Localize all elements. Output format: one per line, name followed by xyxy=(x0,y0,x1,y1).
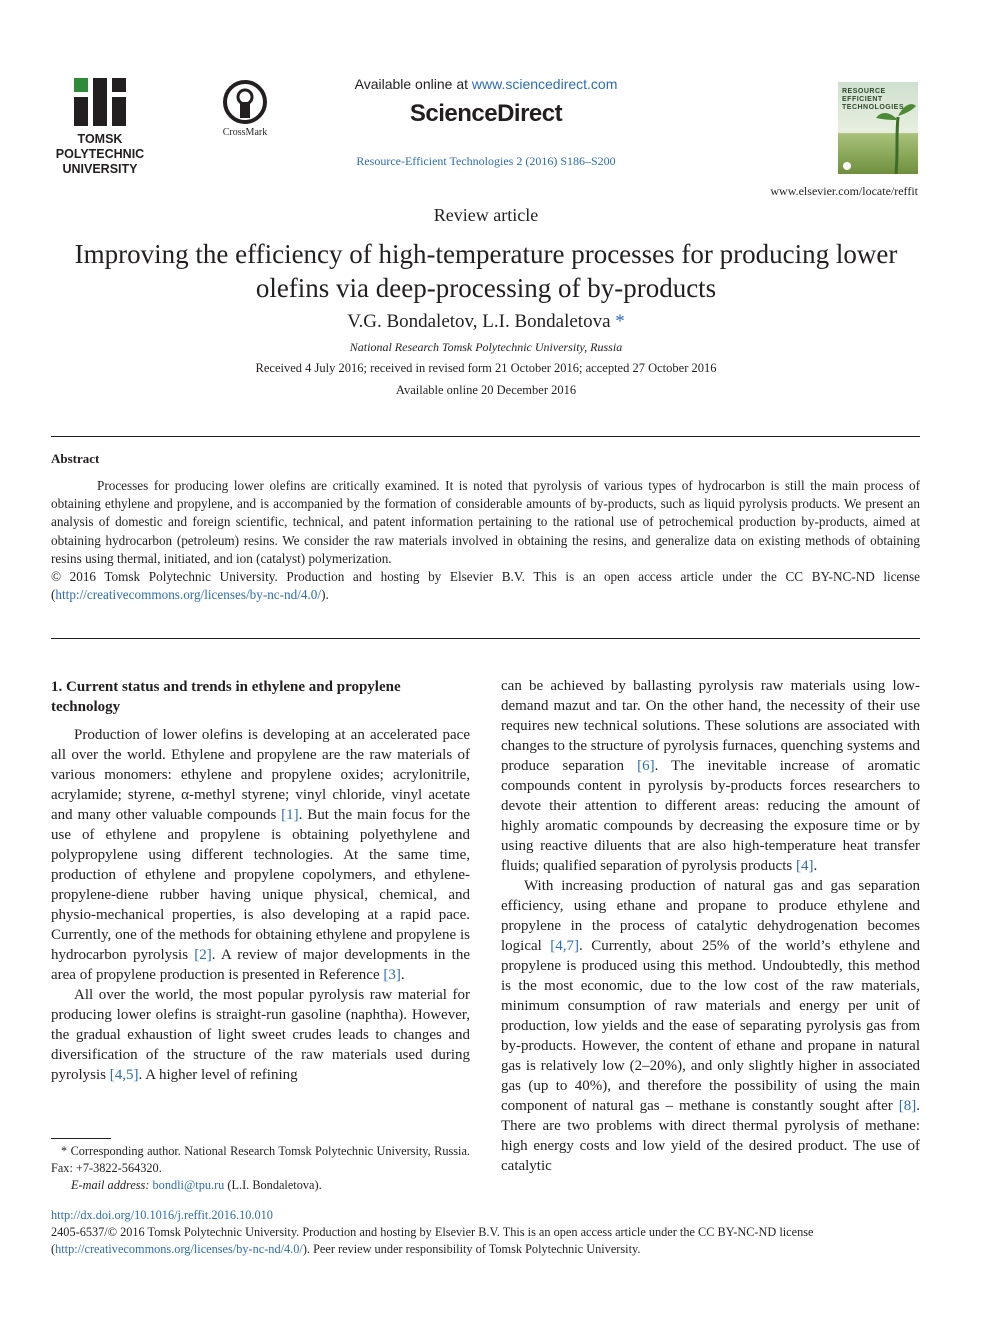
footer-license: (http://creativecommons.org/licenses/by-nc-nd/4.0/). Peer review under responsibility of Tomsk Polytechnic University. xyxy=(51,1242,641,1256)
page-footer xyxy=(51,1207,920,1258)
authors-text: V.G. Bondaletov, L.I. Bondaletova xyxy=(347,311,611,332)
column-right xyxy=(501,676,920,1176)
journal-reference[interactable]: Resource-Efficient Technologies 2 (2016) S186–S200 xyxy=(356,154,616,168)
column-left xyxy=(51,725,470,1085)
author-list xyxy=(0,311,972,333)
available-prefix: Available online at xyxy=(354,76,472,92)
received-dates: Received 4 July 2016; received in revised form 21 October 2016; accepted 27 October 2016 xyxy=(255,361,717,375)
abstract-body xyxy=(51,477,920,604)
text-run: Production of lower olefins is developing at an accelerated pace all over the world. Ethylene and propylene are the raw materials of various monomers: ethylene and propylene oxides; acrylonitrile, acrylamide; styrene, α-methyl styrene; vinyl chloride, vinyl acetate and many other valuable compounds xyxy=(51,727,470,823)
section-1-paragraph-2-cont xyxy=(501,676,920,876)
email-suffix: (L.I. Bondaletova). xyxy=(224,1178,322,1192)
footnote-rule xyxy=(51,1138,111,1139)
tpu-logo-line2: POLYTECHNIC xyxy=(55,147,145,161)
email-line xyxy=(51,1177,470,1194)
citation-link[interactable]: [2] xyxy=(194,947,212,963)
corresponding-author-note: * Corresponding author. National Research Tomsk Polytechnic University, Russia. Fax: +7-3822-564320. xyxy=(51,1144,470,1175)
text-run: . xyxy=(400,967,405,983)
citation-link[interactable]: [4,7] xyxy=(550,938,580,954)
abstract-copyright xyxy=(51,568,920,604)
available-online xyxy=(300,76,672,92)
text-run: . There are two problems with direct thermal pyrolysis of methane: high energy costs and low yield of the desired product. The use of catalytic xyxy=(501,1098,920,1174)
footnote xyxy=(51,1143,470,1194)
abstract-text: Processes for producing lower olefins are critically examined. It is noted that pyrolysis of various types of hydrocarbon is still the main process of obtaining ethylene and propylene, and is accompanied by the formation of considerable amounts of by-products, such as liquid pyrolysis products. We present an analysis of domestic and foreign scientific, technical, and patent information pertaining to the rational use of petrochemical production by-products, aimed at obtaining hydrocarbon (petroleum) resins. We consider the raw materials involved in obtaining the resins, and generalize data on existing methods of obtaining resins using thermal, initiated, and ion (catalyst) polymerization. xyxy=(51,478,920,566)
article-type: Review article xyxy=(433,205,539,225)
center-header xyxy=(300,76,672,169)
cover-line2: EFFICIENT xyxy=(842,96,883,103)
abstract-top-rule xyxy=(51,436,920,437)
sciencedirect-wordmark: ScienceDirect xyxy=(409,100,563,127)
elsevier-url[interactable]: www.elsevier.com/locate/reffit xyxy=(770,184,918,198)
section-1-paragraph-2-start xyxy=(51,985,470,1085)
text-run: can be achieved by ballasting pyrolysis raw materials using low-demand mazut and tar. On the other hand, the necessity of their use requires new technical solutions. These solutions are associated with changes to the structure of pyrolysis furnaces, quenching systems and produce separation xyxy=(501,678,920,774)
section-1-heading: 1. Current status and trends in ethylene and propylene technology xyxy=(51,679,401,715)
sciencedirect-link[interactable]: www.sciencedirect.com xyxy=(471,76,618,92)
license-open: ( xyxy=(51,587,56,603)
crossmark-label: CrossMark xyxy=(222,127,268,138)
corresponding-author-star[interactable]: * xyxy=(615,311,625,332)
cover-line3: TECHNOLOGIES xyxy=(842,104,905,111)
text-run: . The inevitable increase of aromatic compounds content in pyrolysis by-products forces researchers to devote their attention to different areas: reducing the amount of highly aromatic compounds by decreasing the exposure time or by using reactive diluents that are also high-temperature heat transfer fluids; qualified separation of pyrolysis products xyxy=(501,758,921,874)
email-link[interactable]: bondli@tpu.ru xyxy=(152,1178,225,1192)
section-1-paragraph-3 xyxy=(501,876,920,1176)
issn-line: 2405-6537/© 2016 Tomsk Polytechnic University. Production and hosting by Elsevier B.V. This is an open access article under the CC BY-NC-ND license xyxy=(51,1225,814,1239)
doi-link[interactable]: http://dx.doi.org/10.1016/j.reffit.2016.10.010 xyxy=(51,1208,273,1222)
text-run: . A higher level of refining xyxy=(138,1067,298,1083)
text-run: . But the main focus for the use of ethylene and propylene is obtaining polyethylene and polypropylene using different technologies. At the same time, production of ethylene and propylene copolymers, and ethylene-propylene-diene rubber having unique physical, chemical, and physio-mechanical properties, is also developing at a rapid pace. Currently, one of the methods for obtaining ethylene and propylene is hydrocarbon pyrolysis xyxy=(51,807,470,963)
copyright-text: © 2016 Tomsk Polytechnic University. Production and hosting by Elsevier B.V. This is an open access article under the CC BY-NC-ND license xyxy=(51,569,920,585)
crossmark-icon xyxy=(223,80,267,124)
text-run: . Currently, about 25% of the world’s ethylene and propylene is produced using this method. Undoubtedly, this method is the most economic, due to the low cost of the raw materials, minimum consumption of raw materials and energy per unit of production, low yields and the ease of separating pyrolysis gas from by-products. However, the content of ethane and propane in natural gas is relatively low (2–20%), and only slightly higher in associated gas (up to 40%), and therefore the possibility of using the main component of natural gas – methane is constantly sought after xyxy=(501,938,920,1114)
crossmark-badge[interactable] xyxy=(215,80,275,138)
journal-cover-image xyxy=(838,82,918,174)
tpu-logo-line1: TOMSK xyxy=(77,132,123,146)
abstract-heading: Abstract xyxy=(51,451,100,466)
cover-title xyxy=(842,88,904,112)
text-run: . A review of major developments in the area of propylene production is presented in Reference xyxy=(51,947,471,983)
cover-line1: RESOURCE xyxy=(842,88,886,95)
text-run: With increasing production of natural gas and gas separation efficiency, using ethane and propane to produce ethylene and propylene in the process of catalytic dehydrogenation becomes logical xyxy=(501,878,920,954)
tpu-logo-icon xyxy=(74,78,126,126)
tomsk-polytechnic-logo xyxy=(50,78,150,177)
citation-link[interactable]: [6] xyxy=(637,758,655,774)
citation-link[interactable]: [4] xyxy=(795,858,814,874)
email-label: E-mail address: xyxy=(71,1178,150,1192)
tpu-logo-line3: UNIVERSITY xyxy=(62,162,138,176)
citation-link[interactable]: [3] xyxy=(383,967,401,983)
citation-link[interactable]: [1] xyxy=(281,807,299,823)
citation-link[interactable]: [8] xyxy=(898,1098,917,1114)
footer-license-link[interactable]: http://creativecommons.org/licenses/by-nc-nd/4.0/ xyxy=(55,1242,303,1256)
available-online-date: Available online 20 December 2016 xyxy=(395,383,577,397)
peer-review-text: . Peer review under responsibility of Tomsk Polytechnic University. xyxy=(306,1242,641,1256)
article-title: Improving the efficiency of high-temperature processes for producing lower olefins via deep-processing of by-products xyxy=(74,239,898,303)
text-run: All over the world, the most popular pyrolysis raw material for producing lower olefins is straight-run gasoline (naphtha). However, the gradual exhaustion of light sweet crudes leads to changes and diversification of the structure of the raw materials used during pyrolysis xyxy=(51,987,470,1083)
text-run: . xyxy=(813,858,818,874)
license-close: ). xyxy=(321,587,329,603)
abstract-bottom-rule xyxy=(51,638,920,639)
license-link[interactable]: http://creativecommons.org/licenses/by-nc-nd/4.0/ xyxy=(55,587,322,603)
section-1-paragraph-1 xyxy=(51,725,470,985)
citation-link[interactable]: [4,5] xyxy=(109,1067,139,1083)
affiliation: National Research Tomsk Polytechnic University, Russia xyxy=(349,340,623,354)
